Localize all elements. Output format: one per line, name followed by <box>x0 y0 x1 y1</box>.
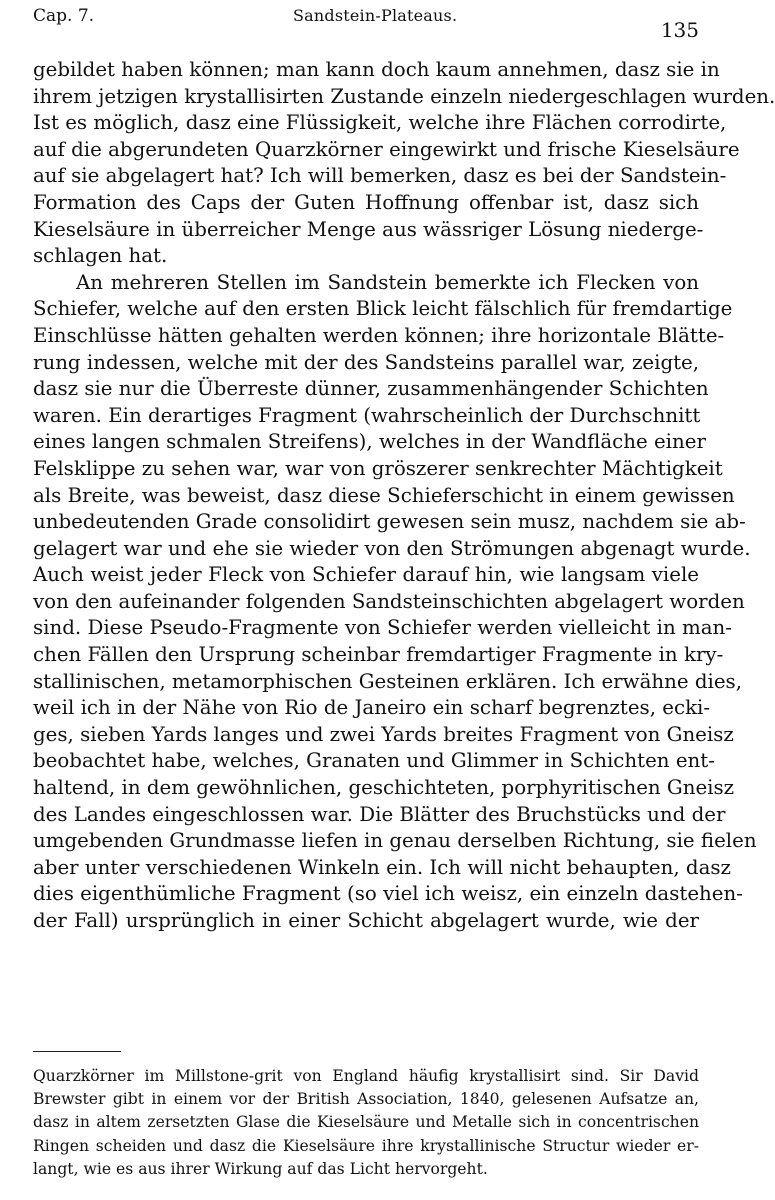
body-line: dies eigenthümliche Fragment (so viel ich weisz, ein einzeln dastehen- <box>33 882 743 906</box>
footnote-line: Quarzkörner im Millstone-grit von England häufig krystallisirt sind. Sir David <box>33 1067 699 1085</box>
body-line: umgebenden Grundmasse liefen in genau derselben Richtung, sie fielen <box>33 829 757 853</box>
body-line: gebildet haben können; man kann doch kaum annehmen, dasz sie in <box>33 58 720 81</box>
body-line: Auch weist jeder Fleck von Schiefer darauf hin, wie langsam viele <box>33 563 699 587</box>
body-line: rung indessen, welche mit der des Sandsteins parallel war, zeigte, <box>33 350 700 374</box>
body-line: Schiefer, welche auf den ersten Blick leicht fälschlich für fremdartige <box>33 297 733 321</box>
body-line: der Fall) ursprünglich in einer Schicht abgelagert wurde, wie der <box>33 909 699 932</box>
body-line: des Landes eingeschlossen war. Die Blätter des Bruchstücks und der <box>33 802 726 826</box>
body-line: stallinischen, metamorphischen Gesteinen erklären. Ich erwähne dies, <box>33 669 742 693</box>
body-line: dasz sie nur die Überreste dünner, zusammenhängender Schichten <box>33 377 709 401</box>
paragraph-start-line: An mehreren Stellen im Sandstein bemerkte ich Flecken von <box>76 270 699 294</box>
page-number: 135 <box>660 18 699 42</box>
body-line: von den aufeinander folgenden Sandsteinschichten abgelagert worden <box>33 589 745 613</box>
running-title: Sandstein-Plateaus. <box>293 6 458 25</box>
body-line: gelagert war und ehe sie wieder von den Strömungen abgenagt wurde. <box>33 536 751 560</box>
body-line: Formation des Caps der Guten Hoffnung offenbar ist, dasz sich <box>33 190 699 214</box>
body-line: schlagen hat. <box>33 244 168 268</box>
body-line: chen Fällen den Ursprung scheinbar fremdartiger Fragmente in kry- <box>33 643 724 667</box>
body-line: beobachtet habe, welches, Granaten und Glimmer in Schichten ent- <box>33 749 715 773</box>
body-line: ihrem jetzigen krystallisirten Zustande einzeln niedergeschlagen wurden. <box>33 84 775 108</box>
body-line: eines langen schmalen Streifens), welches in der Wandfläche einer <box>33 430 706 454</box>
running-head <box>33 4 699 42</box>
body-line: haltend, in dem gewöhnlichen, geschichteten, porphyritischen Gneisz <box>33 776 735 800</box>
footnote-line: dasz in altem zersetzten Glase die Kieselsäure und Metalle sich in concentrischen <box>33 1113 699 1132</box>
body-line: sind. Diese Pseudo-Fragmente von Schiefer werden vielleicht in man- <box>33 616 732 640</box>
body-text <box>33 57 775 935</box>
footnote-line: Brewster gibt in einem vor der British Association, 1840, gelesenen Aufsatze an, <box>33 1090 699 1109</box>
body-line: Kieselsäure in überreicher Menge aus wässriger Lösung niederge- <box>33 217 704 241</box>
body-line: waren. Ein derartiges Fragment (wahrscheinlich der Durchschnitt <box>33 403 701 427</box>
body-line: auf die abgerundeten Quarzkörner eingewirkt und frische Kieselsäure <box>33 137 740 161</box>
footnote-line: langt, wie es aus ihrer Wirkung auf das Licht hervorgeht. <box>33 1159 488 1178</box>
footnote-line: Ringen scheiden und dasz die Kieselsäure ihre krystallinische Structur wieder er- <box>33 1136 699 1155</box>
footnote <box>33 1065 699 1181</box>
body-line: Ist es möglich, dasz eine Flüssigkeit, welche ihre Flächen corrodirte, <box>33 111 727 135</box>
body-line: als Breite, was beweist, dasz diese Schieferschicht in einem gewissen <box>33 483 735 507</box>
footnote-divider <box>33 1051 121 1052</box>
chapter-label: Cap. 7. <box>33 6 95 26</box>
body-line: aber unter verschiedenen Winkeln ein. Ich will nicht behaupten, dasz <box>33 855 731 879</box>
body-line: ges, sieben Yards langes und zwei Yards breites Fragment von Gneisz <box>33 722 734 746</box>
body-line: Felsklippe zu sehen war, war von gröszerer senkrechter Mächtigkeit <box>33 456 723 480</box>
body-line: Einschlüsse hätten gehalten werden können; ihre horizontale Blätte- <box>33 323 725 347</box>
body-line: unbedeutenden Grade consolidirt gewesen sein musz, nachdem sie ab- <box>33 510 746 534</box>
body-line: weil ich in der Nähe von Rio de Janeiro ein scharf begrenztes, ecki- <box>33 696 711 720</box>
body-line: auf sie abgelagert hat? Ich will bemerken, dasz es bei der Sandstein- <box>33 164 727 188</box>
